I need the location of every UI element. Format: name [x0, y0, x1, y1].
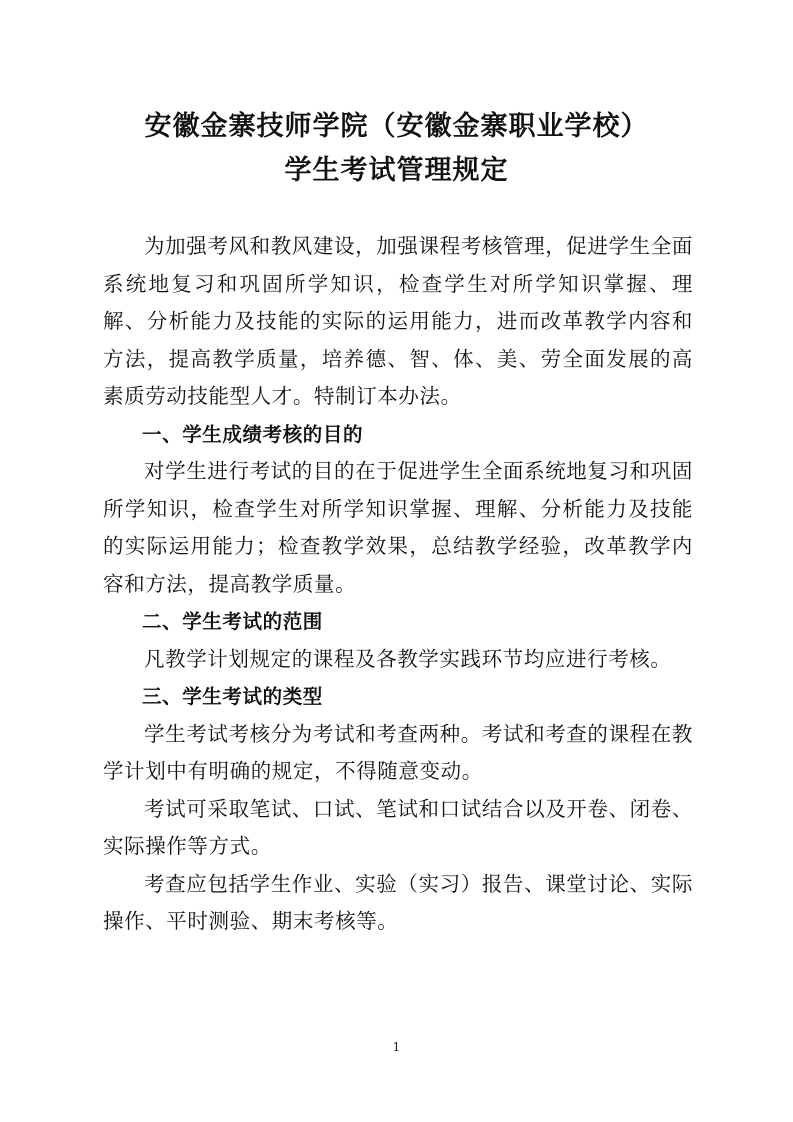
document-title	[0, 105, 793, 193]
section-3-paragraph-2: 考试可采取笔试、口试、笔试和口试结合以及开卷、闭卷、实际操作等方式。	[103, 796, 693, 858]
section-2-paragraph: 凡教学计划规定的课程及各教学实践环节均应进行考核。	[144, 646, 672, 671]
title-line-2: 学生考试管理规定	[284, 155, 509, 186]
section-3-paragraph-3: 考查应包括学生作业、实验（实习）报告、课堂讨论、实际操作、平时测验、期末考核等。	[103, 871, 693, 933]
section-3-heading: 三、学生考试的类型	[142, 685, 323, 708]
title-line-1: 安徽金寨技师学院（安徽金寨职业学校）	[144, 111, 649, 142]
section-1-heading: 一、学生成绩考核的目的	[142, 422, 364, 446]
document-body	[103, 228, 693, 941]
page-number: 1	[392, 1040, 401, 1054]
intro-paragraph: 为加强考风和教风建设，加强课程考核管理，促进学生全面系统地复习和巩固所学知识，检查学生对所学知识掌握、理解、分析能力及技能的实际的运用能力，进而改革教学内容和方法，提高教学质量，培养德、智、体、美、劳全面发展的高素质劳动技能型人才。特制订本办法。	[103, 234, 693, 408]
section-3-paragraph-1: 学生考试考核分为考试和考查两种。考试和考查的课程在教学计划中有明确的规定，不得随意变动。	[103, 721, 693, 783]
section-2-heading: 二、学生考试的范围	[142, 610, 323, 633]
section-1-paragraph: 对学生进行考试的目的在于促进学生全面系统地复习和巩固所学知识，检查学生对所学知识掌握、理解、分析能力及技能的实际运用能力；检查教学效果，总结教学经验，改革教学内容和方法，提高教学质量。	[103, 459, 693, 596]
